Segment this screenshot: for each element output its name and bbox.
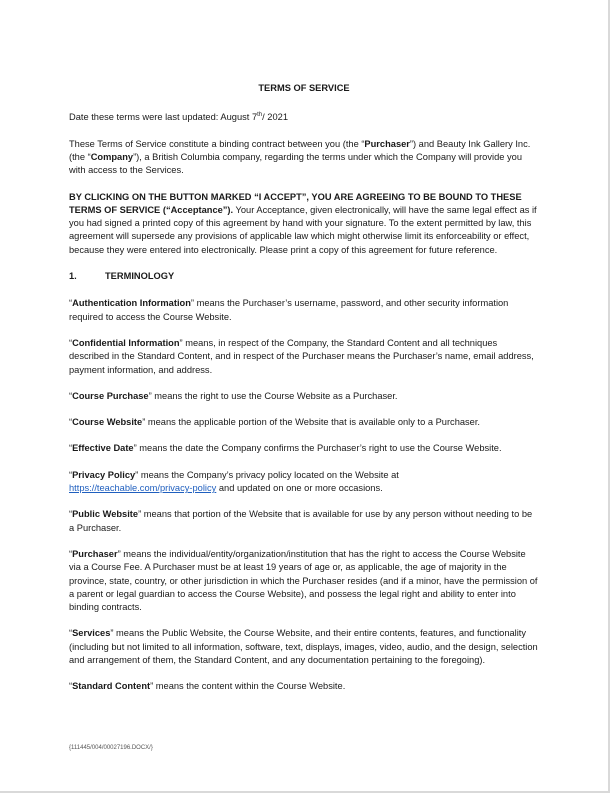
intro-text-2: ”) and Beauty Ink Gallery Inc. (the “: [69, 138, 531, 162]
quote: “: [69, 443, 73, 454]
quote: “: [69, 337, 73, 348]
quote: “: [69, 298, 73, 309]
intro-term-purchaser: Purchaser: [364, 138, 410, 149]
acceptance-text: Your Acceptance, given electronically, will have the same legal effect as if you had signed a printed copy of this agreement by hand with your signature. To the extent permitted by law, this agreement will supersede any provisions of applicable law which might otherwise limit its enforceability or effect, because they were entered into electronically. Please print a copy of this agreement for future reference.: [69, 204, 537, 255]
definition-item: [69, 627, 539, 667]
definition-item: [69, 390, 539, 403]
definition-item: [69, 297, 539, 324]
definition-text: ” means the date the Company confirms the Purchaser’s right to use the Course Website.: [133, 443, 502, 454]
intro-text-3: ”), a British Columbia company, regarding the terms under which the Company will provide you with access to the Services.: [69, 151, 522, 176]
intro-text-1: These Terms of Service constitute a binding contract between you (the “: [69, 138, 365, 149]
definition-term: Services: [72, 628, 111, 639]
definition-term: Public Website: [72, 509, 139, 520]
quote: “: [69, 469, 73, 480]
definition-text: ” means the applicable portion of the Website that is available only to a Purchaser.: [142, 417, 481, 428]
section-number: 1.: [69, 271, 77, 282]
definition-term: Authentication Information: [72, 298, 191, 309]
definition-term: Course Website: [72, 417, 143, 428]
privacy-policy-link[interactable]: https://teachable.com/privacy-policy: [69, 483, 217, 494]
definition-text: ” means the individual/entity/organization/institution that has the right to access the Course Website via a Course Fee. A Purchaser must be at least 19 years of age or, as applicable, the age of majority in the province, state, country, or other jurisdiction in which the Purchaser resides (and if a minor, have the permission of a parent or legal guardian to access the Course Website), and possess the legal right and ability to enter into binding contracts.: [69, 548, 538, 613]
ordinal-suffix: th: [257, 112, 263, 119]
quote: “: [69, 390, 73, 401]
acceptance-bold: BY CLICKING ON THE BUTTON MARKED “I ACCEPT”, YOU ARE AGREEING TO BE BOUND TO THESE TERMS OF SERVICE (“Acceptance”).: [69, 191, 522, 215]
definition-term: Privacy Policy: [72, 469, 136, 480]
definition-item: [69, 416, 539, 429]
definition-text: ” means the right to use the Course Website as a Purchaser.: [148, 390, 398, 401]
definition-item: [69, 548, 539, 614]
section-heading: [69, 270, 539, 283]
definition-term: Purchaser: [72, 548, 118, 559]
definition-text: ” means the Company’s privacy policy located on the Website at: [135, 469, 399, 480]
last-updated-line: [69, 109, 539, 124]
definition-text: ” means the content within the Course Website.: [150, 681, 346, 692]
quote: “: [69, 417, 73, 428]
last-updated-prefix: Date these terms were last updated: August 7: [69, 112, 258, 123]
intro-term-company: Company: [90, 151, 134, 162]
quote: “: [69, 509, 73, 520]
acceptance-paragraph: [69, 191, 539, 257]
intro-paragraph: [69, 138, 539, 178]
definition-term: Course Purchase: [72, 390, 149, 401]
definition-text: ” means, in respect of the Company, the Standard Content and all techniques described in the Standard Content, and in respect of the Purchaser means the Purchaser’s name, email address, payment information, and address.: [69, 337, 534, 375]
definition-text: ” means that portion of the Website that is available for use by any person without needing to be a Purchaser.: [69, 509, 533, 533]
definition-term: Confidential Information: [72, 337, 180, 348]
last-updated-suffix: / 2021: [262, 112, 288, 123]
definition-item: [69, 337, 539, 377]
definition-item: [69, 508, 539, 535]
definition-text: ” means the Purchaser’s username, password, and other security information required to access the Course Website.: [69, 298, 509, 322]
quote: “: [69, 681, 73, 692]
definition-item-privacy: [69, 469, 539, 496]
definition-item: [69, 442, 539, 455]
definition-text-after: and updated on one or more occasions.: [216, 483, 383, 494]
definition-item: [69, 680, 539, 693]
definition-text: ” means the Public Website, the Course Website, and their entire contents, features, and functionality (including but not limited to all information, software, text, displays, images, video, audio, and the design, selection and arrangement of them, the Standard Content, and any documentation pertaining to the foregoing).: [69, 628, 538, 665]
document-title: TERMS OF SERVICE: [258, 83, 350, 93]
definition-term: Standard Content: [72, 681, 151, 692]
definition-term: Effective Date: [72, 443, 134, 454]
document-page: [69, 82, 539, 707]
section-title: TERMINOLOGY: [105, 271, 175, 282]
quote: “: [69, 628, 73, 639]
quote: “: [69, 548, 73, 559]
document-footer-id: {111445/004/00027196.DOCX/}: [69, 745, 153, 751]
